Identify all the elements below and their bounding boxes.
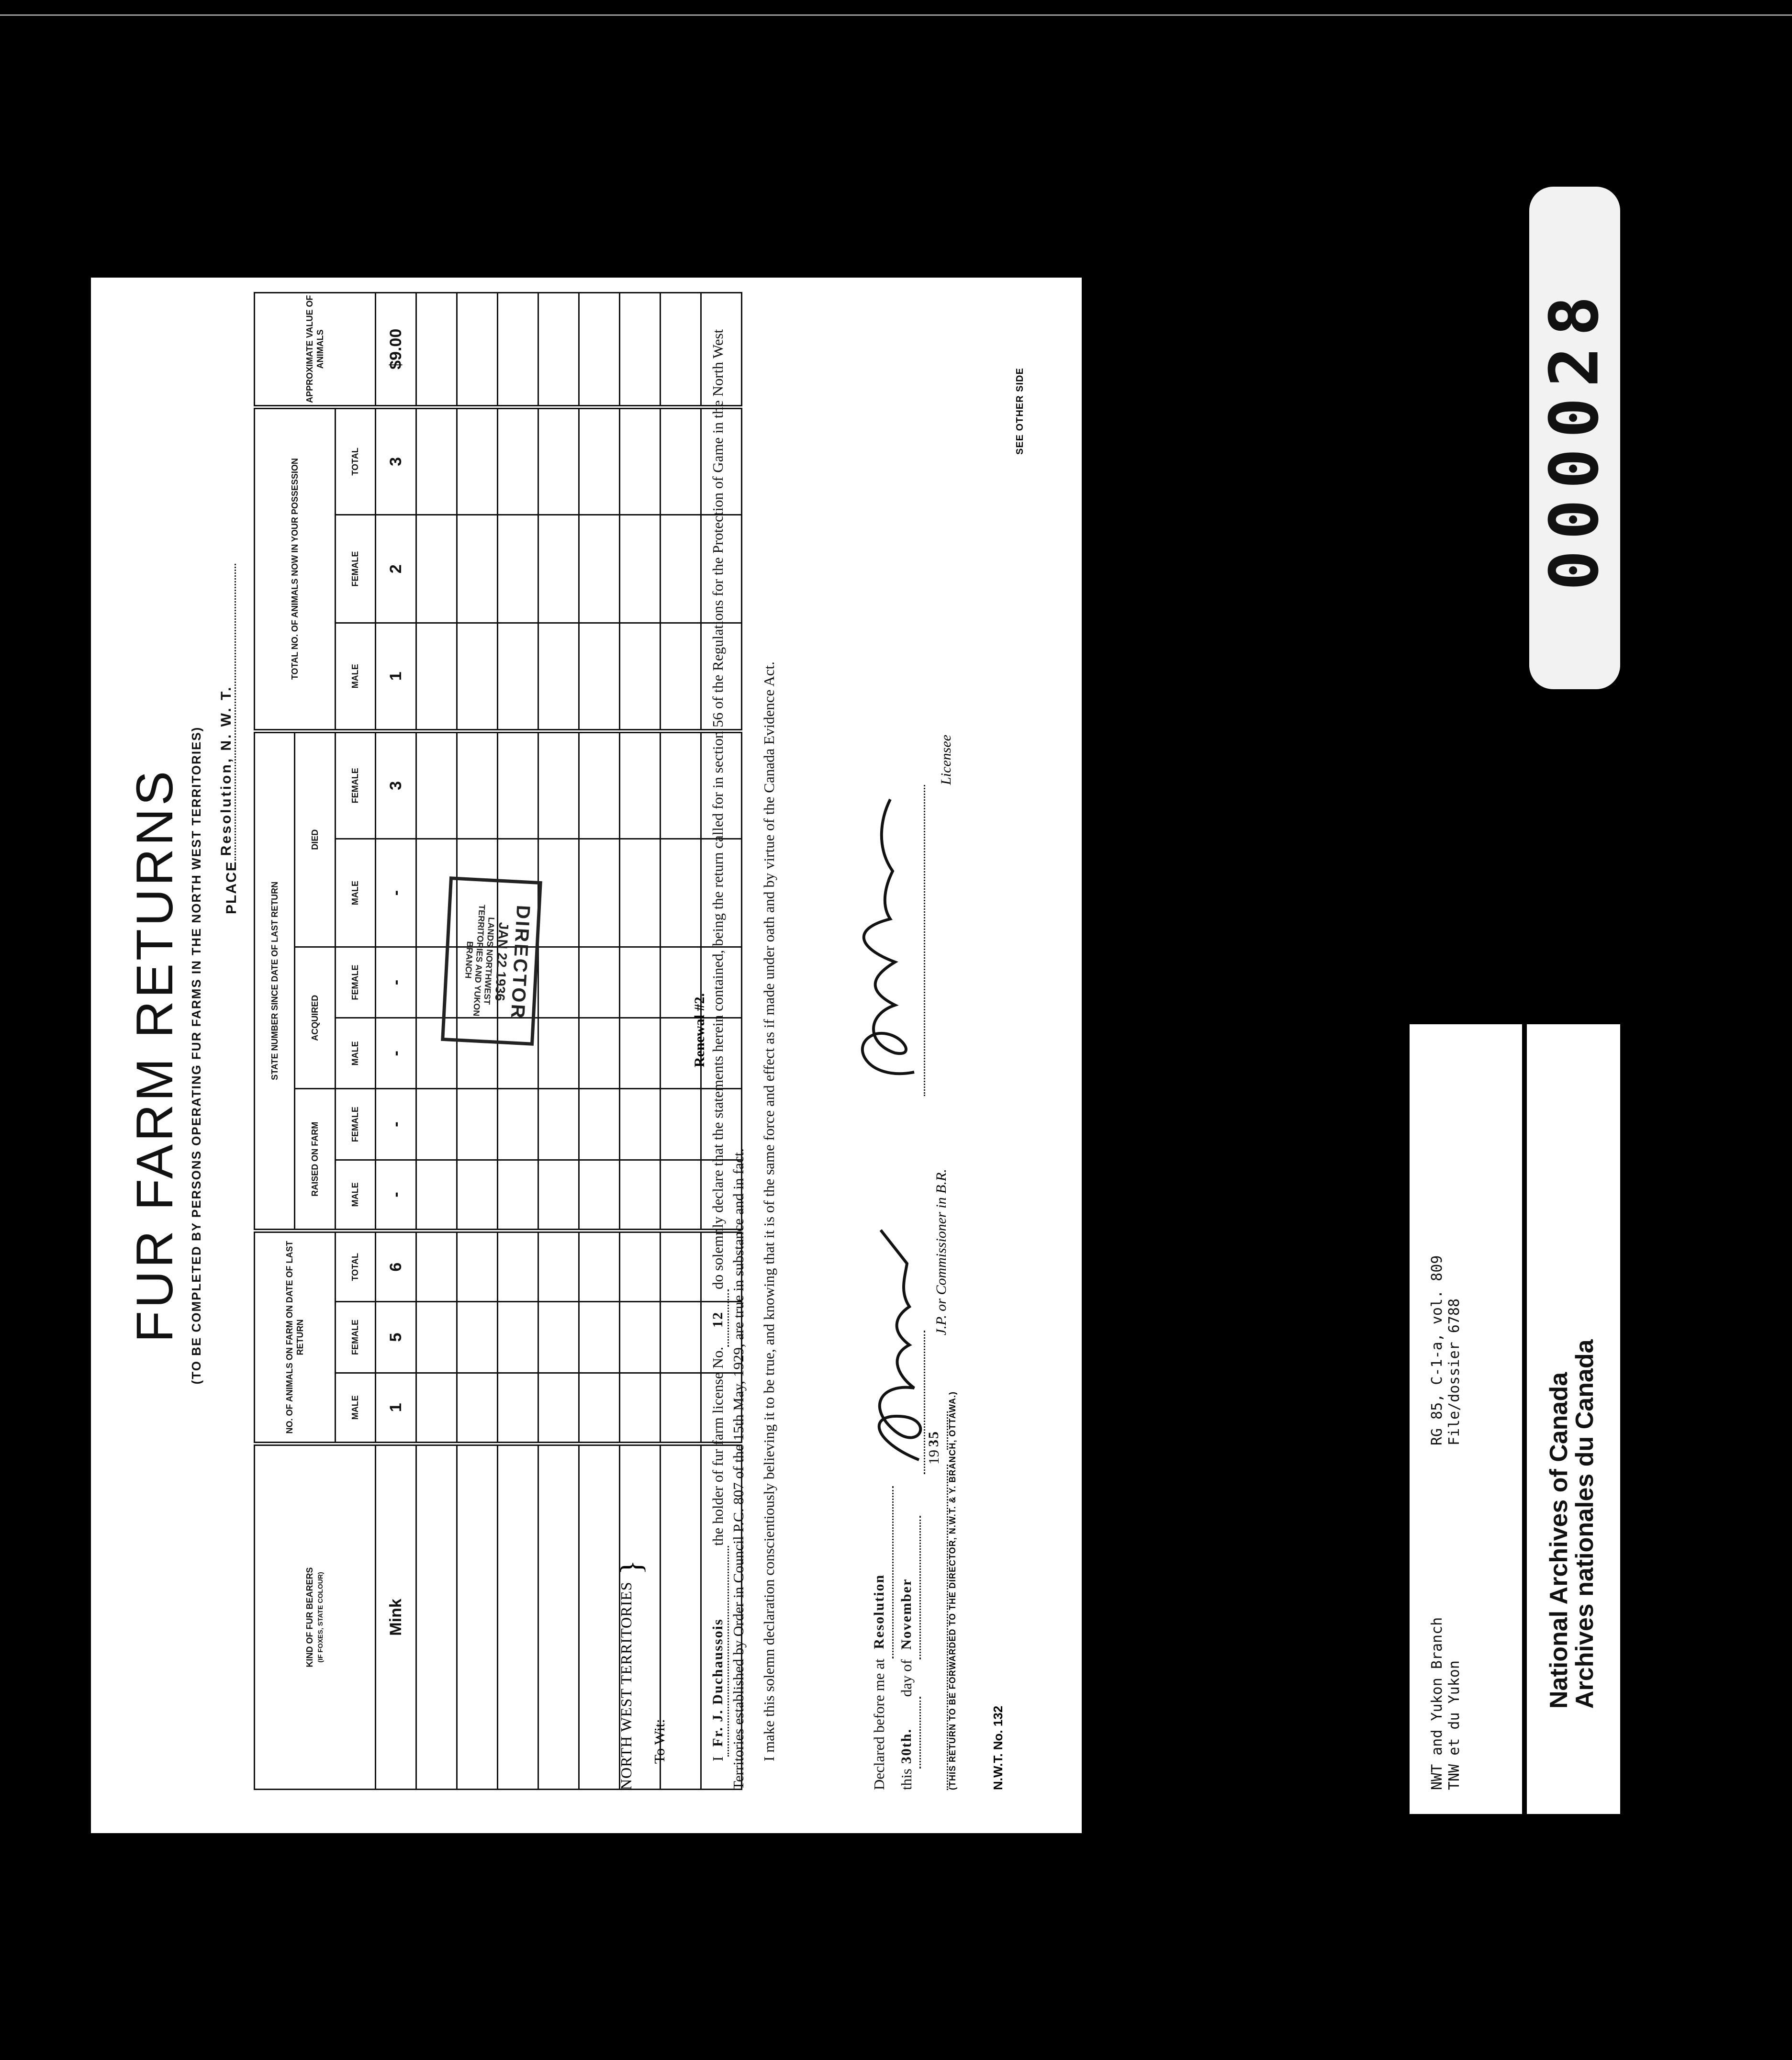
declaration-body-2: I make this solemn declaration conscientiously believing it to be true, and knowing that it is of the same force and effect as if made under oath and by virtue of the Canada Evidence Act. [761, 661, 777, 1761]
cell-raised-male: - [376, 1160, 416, 1231]
day-line [894, 1697, 921, 1769]
header-raised: RAISED ON FARM [295, 1089, 335, 1231]
bracket: } [614, 1560, 648, 1575]
header-female: FEMALE [335, 515, 375, 623]
header-died: DIED [295, 731, 335, 947]
licensee-name: Fr. J. Duchaussois [710, 1618, 726, 1747]
nwt-heading: NORTH WEST TERRITORIES [617, 1581, 635, 1790]
received-stamp [441, 876, 542, 1046]
archives-en: National Archives of Canada [1545, 1372, 1573, 1709]
declaration-i: I [709, 1756, 726, 1761]
month-line [894, 1516, 921, 1659]
frame-number-tag [1529, 187, 1620, 689]
ref-line-2: File/dossier 6788 [1446, 1298, 1463, 1445]
cell-raised-female: - [376, 1089, 416, 1160]
declaration-text [708, 306, 779, 1790]
licensee-signature [838, 790, 929, 1086]
form-title: FUR FARM RETURNS [125, 768, 183, 1343]
form-subtitle: (TO BE COMPLETED BY PERSONS OPERATING FUR FARMS IN THE NORTH WEST TERRITORIES) [189, 726, 203, 1385]
header-male: MALE [335, 1018, 375, 1089]
header-male: MALE [335, 1160, 375, 1231]
ref-line-1: RG 85, C-1-a, vol. 809 [1429, 1255, 1445, 1445]
jp-caption: J.P. or Commissioner in B.R. [933, 1169, 949, 1335]
cell-kind: Mink [376, 1444, 416, 1789]
header-total: TOTAL [335, 1231, 375, 1302]
year-value: 35 [926, 1431, 941, 1447]
declaration-body: do solemnly declare that the statements herein contained, being the return called for in section 56 of the Regulations for the Protection of Game in the North West Territories established by Order in Council P.C. 807 of the 15th May, 1929, are true in substance and in fact. [709, 329, 747, 1790]
month-value: November [898, 1578, 914, 1650]
header-kind-label: KIND OF FUR BEARERS [305, 1567, 314, 1668]
header-total: TOTAL [335, 407, 375, 515]
cell-last-female: 5 [376, 1302, 416, 1373]
cell-now-female: 2 [376, 515, 416, 623]
place-dotted-line [220, 564, 236, 861]
forward-note: (THIS RETURN TO BE FORWARDED TO THE DIRECTOR, N.W.T. & Y. BRANCH, OTTAWA.) [948, 1391, 957, 1790]
header-total-now: TOTAL NO. OF ANIMALS NOW IN YOUR POSSESSION [255, 407, 336, 731]
stamp-branch: LANDS NORTHWEST TERRITORIES AND YUKON BRANCH [463, 904, 496, 1017]
cell-now-male: 1 [376, 623, 416, 731]
cell-acquired-male: - [376, 1018, 416, 1089]
archives-reference-card [1410, 1024, 1522, 1814]
table-row [376, 293, 416, 1790]
year-line [921, 1465, 948, 1790]
branch-label [1429, 1617, 1463, 1790]
header-female: FEMALE [335, 1302, 375, 1373]
cell-last-male: 1 [376, 1373, 416, 1444]
table-row-empty [538, 293, 579, 1790]
license-no: 12 [710, 1311, 726, 1328]
archives-fr: Archives nationales du Canada [1571, 1339, 1599, 1709]
place-label: PLACE [224, 861, 239, 914]
holder-text: the holder of fur farm license No. [709, 1346, 726, 1546]
header-female: FEMALE [335, 731, 375, 839]
header-male: MALE [335, 1373, 375, 1444]
reference-label [1429, 1255, 1463, 1445]
header-male: MALE [335, 839, 375, 947]
header-female: FEMALE [335, 1089, 375, 1160]
header-female: FEMALE [335, 947, 375, 1018]
header-value: APPROXIMATE VALUE OF ANIMALS [255, 293, 376, 407]
see-other-side: SEE OTHER SIDE [1015, 368, 1025, 455]
this-word: this [898, 1769, 915, 1790]
header-acquired: ACQUIRED [295, 947, 335, 1089]
stamp-date: JAN 22 1936 [492, 921, 512, 1002]
declared-before: Declared before me at [871, 1658, 887, 1790]
name-line [708, 1546, 729, 1757]
cell-died-female: 3 [376, 731, 416, 839]
cell-value: $9.00 [376, 293, 416, 407]
header-state-number: STATE NUMBER SINCE DATE OF LAST RETURN [255, 731, 295, 1231]
renewal-note: Renewal #2. [692, 993, 707, 1067]
cell-died-male: - [376, 839, 416, 947]
place-field [220, 564, 240, 914]
licensee-caption: Licensee [938, 735, 954, 785]
top-rule [0, 14, 1792, 16]
form-number: N.W.T. No. 132 [991, 1705, 1005, 1790]
jp-signature [862, 1220, 938, 1469]
header-kind-sub: (IF FOXES, STATE COLOUR) [316, 1572, 324, 1663]
cell-last-total: 6 [376, 1231, 416, 1302]
cell-acquired-female: - [376, 947, 416, 1018]
to-wit: To Wit: [651, 1719, 668, 1764]
archives-name [1546, 1339, 1598, 1709]
place-value: Resolution, N. W. T. [218, 685, 234, 856]
branch-en: NWT and Yukon Branch [1429, 1617, 1445, 1790]
declared-place-line [866, 1486, 894, 1658]
header-on-farm: NO. OF ANIMALS ON FARM ON DATE OF LAST RETURN [255, 1231, 336, 1444]
fur-farm-return-form [91, 278, 1082, 1833]
day-value: 30th. [898, 1728, 914, 1764]
header-male: MALE [335, 623, 375, 731]
branch-fr: TNW et du Yukon [1446, 1660, 1463, 1790]
cell-now-total: 3 [376, 407, 416, 515]
header-kind [255, 1444, 376, 1789]
day-of: day of [898, 1659, 915, 1697]
frame-number: 000028 [1535, 285, 1614, 591]
declared-place: Resolution [871, 1574, 887, 1649]
license-no-line [708, 1289, 729, 1347]
archives-name-card [1527, 1024, 1620, 1814]
year-prefix: 19 [925, 1450, 942, 1465]
stamp-director: DIRECTOR [506, 905, 534, 1021]
